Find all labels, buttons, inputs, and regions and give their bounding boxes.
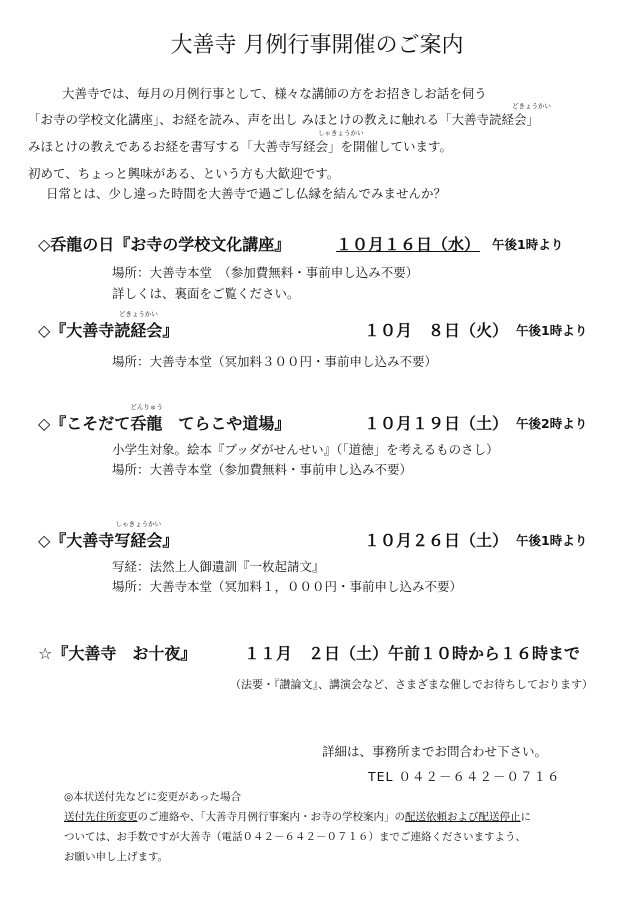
- event-shakyokai: [38, 520, 618, 550]
- event-date: １０月 ８日（火）: [364, 321, 509, 340]
- contact-tel: TEL ０４２－６４２－０７１６: [368, 769, 561, 784]
- event-detail: 場所：大善寺本堂 （参加費無料・事前申し込み不要）: [112, 265, 419, 280]
- notice-line-3: お願い申し上げます。: [64, 851, 169, 863]
- notice-line-2: ついては、お手数ですが大善寺（電話０４２－６４２－０７１６）までご連絡くださいますよう、: [64, 831, 526, 843]
- event-name: ◇『大善寺写経会 しゃきょうかい 』: [38, 520, 179, 550]
- event-detail: 小学生対象。絵本『ブッダがせんせい』（「道徳」を考えるものさし）: [112, 442, 499, 457]
- ruby-dokyokai: どきょうかい: [512, 102, 551, 110]
- notice-line-1: 送付先住所変更のご連絡や、「大善寺月例行事案内・お寺の学校案内」の配送依頼および配送停止に: [64, 811, 532, 823]
- intro-line-2: 「お寺の学校文化講座」、お経を読み、声を出し みほとけの教えに触れる「大善寺読経会」 どきょうかい: [28, 102, 551, 127]
- ruby-text: しゃきょうかい: [115, 520, 162, 528]
- event-detail: 詳しくは、裏面をご覧ください。: [112, 286, 300, 301]
- event-time: 午後1時より: [516, 323, 588, 338]
- event-detail: 場所：大善寺本堂（参加費無料・事前申し込み不要）: [112, 462, 413, 477]
- notice-head: ◎本状送付先などに変更があった場合: [64, 791, 242, 803]
- event-detail: 場所：大善寺本堂（冥加料３００円・事前申し込み不要）: [112, 354, 438, 369]
- event-name: ◇呑龍の日『お寺の学校文化講座』: [38, 235, 291, 254]
- event-time: 午後2時より: [516, 416, 588, 431]
- event-detail: 写経：法然上人御遺訓『一枚起請文』: [112, 559, 325, 574]
- event-ojuya: [38, 641, 618, 663]
- intro-line-3: みほとけの教えであるお経を書写する「大善寺写経会」を開催しています。 しゃきょうかい: [28, 129, 453, 154]
- event-detail: 場所：大善寺本堂（冥加料１，０００円・事前申し込み不要）: [112, 579, 463, 594]
- event-name: ◇『大善寺読経会 どきょうかい 』: [38, 310, 179, 340]
- ruby-shakyokai: しゃきょうかい: [318, 129, 364, 137]
- intro-line-5: 日常とは、少し違った時間を大善寺で過ごし仏縁を結んでみませんか？: [46, 186, 447, 201]
- event-date: １１月 ２日（土）午前１０時から１６時まで: [244, 644, 581, 663]
- event-date: １０月１６日（水）: [336, 235, 481, 254]
- event-bunka-koza: [38, 232, 618, 254]
- event-time: 午後1時より: [492, 237, 564, 252]
- ruby-text: どきょうかい: [118, 310, 158, 318]
- ruby-text: どんりゅう: [130, 403, 163, 411]
- event-dokyokai: [38, 310, 618, 340]
- event-name: ◇『こそだて呑龍 どんりゅう てらこや道場』: [38, 403, 291, 433]
- event-date: １０月２６日（土）: [364, 531, 509, 550]
- event-time: 午後1時より: [516, 533, 588, 548]
- intro-line-1: 大善寺では、毎月の月例行事として、様々な講師の方をお招きしお話を伺う: [62, 86, 487, 101]
- event-terakoya: [38, 403, 618, 433]
- intro-line-4: 初めて、ちょっと興味がある、という方も大歓迎です。: [28, 166, 340, 181]
- event-name: ☆『大善寺 お十夜』: [38, 644, 197, 663]
- contact-note: 詳細は、事務所までお問合わせ下さい。: [322, 744, 548, 759]
- page-title: 大善寺 月例行事開催のご案内: [170, 33, 464, 58]
- event-date: １０月１９日（土）: [364, 414, 509, 433]
- event-detail: （法要・『讃論文』、講演会など、さまざまな催しでお待ちしております）: [230, 678, 593, 691]
